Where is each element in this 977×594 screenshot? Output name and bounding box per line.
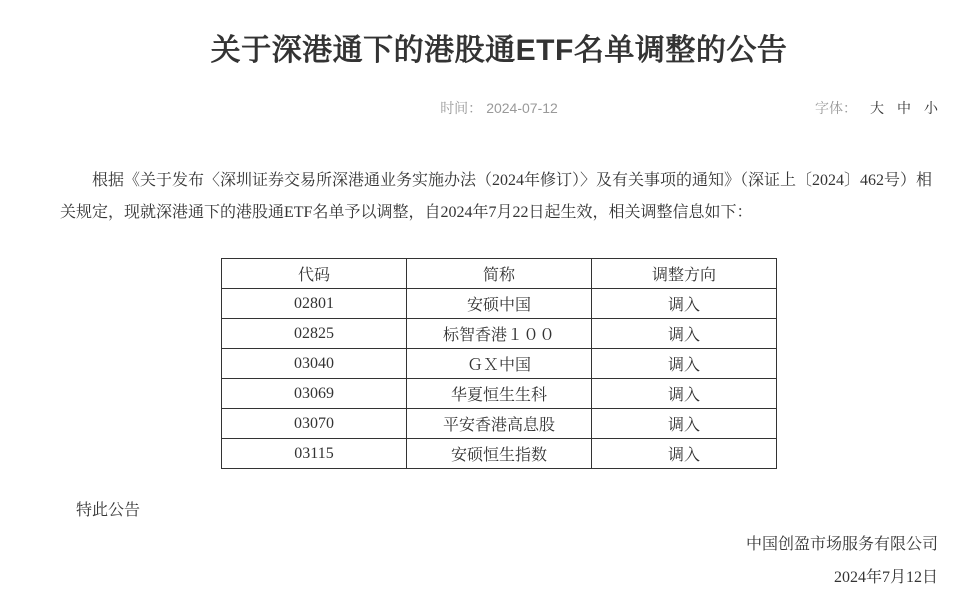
table-row <box>222 409 777 439</box>
table-cell: 调入 <box>592 349 777 379</box>
font-size-switcher <box>815 99 938 118</box>
table-cell: 02825 <box>222 319 407 349</box>
announcement-date: 2024年7月12日 <box>833 569 938 586</box>
table-row <box>222 349 777 379</box>
time-value: 2024-07-12 <box>486 100 558 116</box>
publish-time <box>60 99 938 118</box>
company-name: 中国创盈市场服务有限公司 <box>745 536 938 553</box>
font-option-small[interactable]: 小 <box>924 100 938 116</box>
table-row <box>222 379 777 409</box>
table-row <box>222 439 777 469</box>
closing-statement: 特此公告 <box>76 502 141 519</box>
table-cell: 调入 <box>592 409 777 439</box>
table-cell: 调入 <box>592 379 777 409</box>
table-cell: 03070 <box>222 409 407 439</box>
table-cell: ＧＸ中国 <box>407 349 592 379</box>
table-header-cell: 调整方向 <box>592 259 777 289</box>
table-header-cell: 代码 <box>222 259 407 289</box>
table-cell: 03040 <box>222 349 407 379</box>
table-cell: 安硕恒生指数 <box>407 439 592 469</box>
table-cell: 03115 <box>222 439 407 469</box>
etf-adjustment-table <box>221 258 777 469</box>
time-label: 时间： <box>440 100 483 116</box>
announcement-paragraph: 根据《关于发布〈深圳证券交易所深港通业务实施办法（2024年修订）〉及有关事项的通知》（深证上〔2024〕462号）相关规定，现就深港通下的港股通ETF名单予以调整，自2024年7月22日起生效，相关调整信息如下： <box>60 172 933 221</box>
table-body <box>222 289 777 469</box>
font-option-medium[interactable]: 中 <box>897 100 911 116</box>
page-title: 关于深港通下的港股通ETF名单调整的公告 <box>210 34 788 67</box>
table-row <box>222 319 777 349</box>
table-cell: 标智香港１００ <box>407 319 592 349</box>
table-cell: 华夏恒生生科 <box>407 379 592 409</box>
table-cell: 调入 <box>592 289 777 319</box>
table-cell: 调入 <box>592 439 777 469</box>
table-cell: 03069 <box>222 379 407 409</box>
table-cell: 02801 <box>222 289 407 319</box>
table-header-cell: 简称 <box>407 259 592 289</box>
table-header-row <box>222 259 777 289</box>
table-cell: 安硕中国 <box>407 289 592 319</box>
font-option-large[interactable]: 大 <box>870 100 884 116</box>
table-cell: 调入 <box>592 319 777 349</box>
font-size-label: 字体： <box>815 100 857 116</box>
table-cell: 平安香港高息股 <box>407 409 592 439</box>
meta-bar <box>60 99 938 118</box>
table-row <box>222 289 777 319</box>
